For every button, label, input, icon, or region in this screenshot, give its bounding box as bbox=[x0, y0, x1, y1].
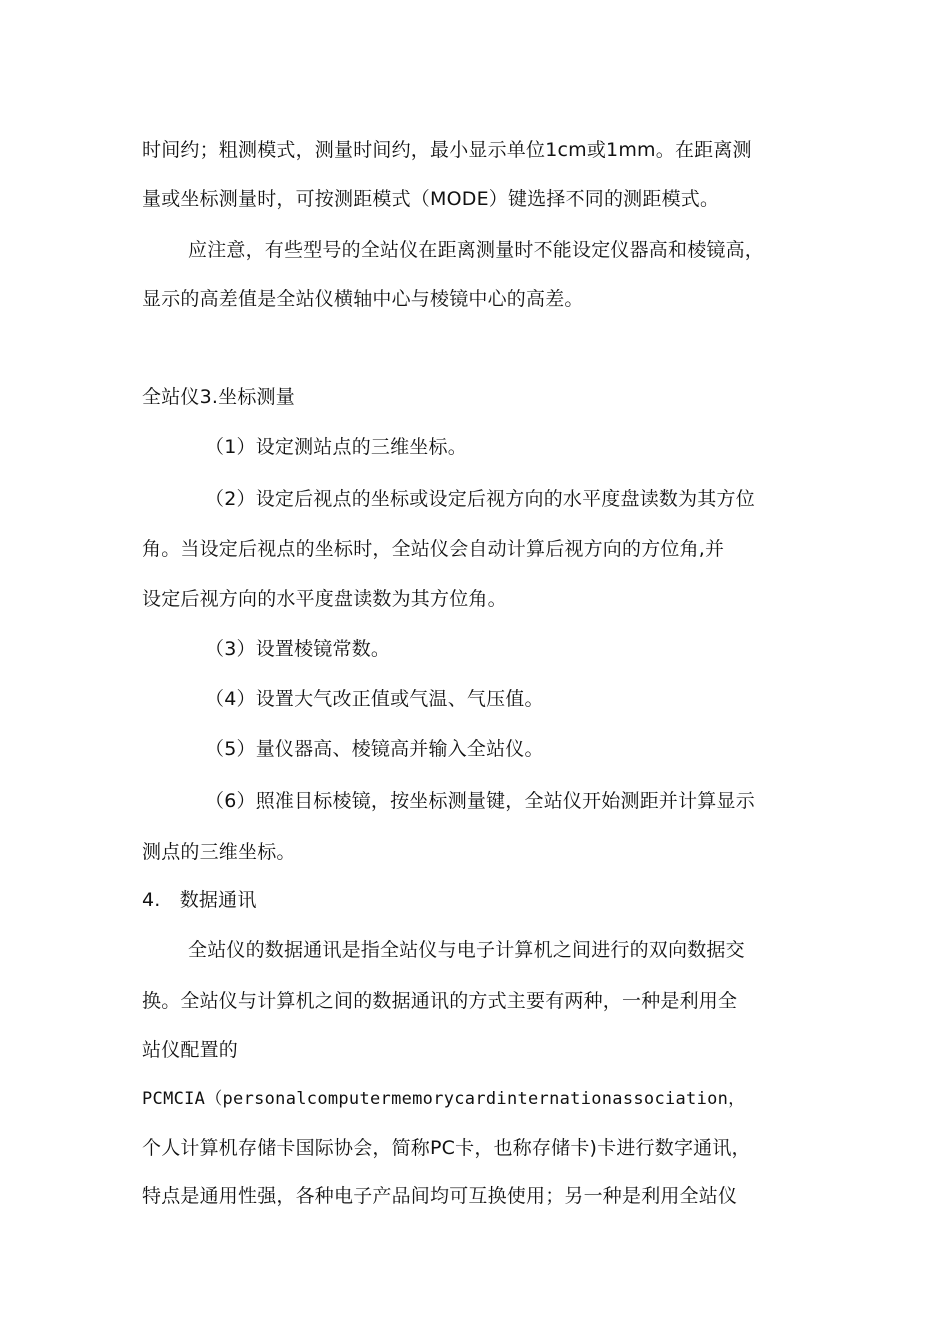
list-item: （1）设定测站点的三维坐标。 bbox=[205, 436, 467, 458]
text-line: 特点是通用性强，各种电子产品间均可互换使用；另一种是利用全站仪 bbox=[142, 1185, 738, 1207]
text-line: 全站仪的数据通讯是指全站仪与电子计算机之间进行的双向数据交 bbox=[188, 939, 745, 961]
text-line: 量或坐标测量时，可按测距模式（MODE）键选择不同的测距模式。 bbox=[142, 188, 720, 210]
section-heading: 4. 数据通讯 bbox=[142, 889, 257, 911]
text-line: 个人计算机存储卡国际协会，简称PC卡，也称存储卡)卡进行数字通讯， bbox=[142, 1137, 751, 1159]
text-line: 应注意，有些型号的全站仪在距离测量时不能设定仪器高和棱镜高， bbox=[188, 239, 765, 261]
list-item: （5）量仪器高、棱镜高并输入全站仪。 bbox=[205, 738, 544, 760]
list-item: （2）设定后视点的坐标或设定后视方向的水平度盘读数为其方位 bbox=[205, 488, 755, 510]
text-line: 站仪配置的 bbox=[142, 1039, 239, 1061]
text-line: 显示的高差值是全站仪横轴中心与棱镜中心的高差。 bbox=[142, 288, 584, 310]
text-line: 换。全站仪与计算机之间的数据通讯的方式主要有两种，一种是利用全 bbox=[142, 990, 738, 1012]
text-line: 时间约；粗测模式，测量时间约，最小显示单位1cm或1mm。在距离测 bbox=[142, 139, 752, 161]
list-item: （3）设置棱镜常数。 bbox=[205, 638, 391, 660]
list-item: （6）照准目标棱镜，按坐标测量键，全站仪开始测距并计算显示 bbox=[205, 790, 755, 812]
text-line: 测点的三维坐标。 bbox=[142, 841, 296, 863]
text-line: 设定后视方向的水平度盘读数为其方位角。 bbox=[142, 588, 507, 610]
text-line: 角。当设定后视点的坐标时，全站仪会自动计算后视方向的方位角,并 bbox=[142, 538, 725, 560]
section-heading: 全站仪3.坐标测量 bbox=[142, 386, 295, 408]
text-line: PCMCIA（personalcomputermemorycardinternationassociation， bbox=[142, 1089, 746, 1109]
list-item: （4）设置大气改正值或气温、气压值。 bbox=[205, 688, 544, 710]
